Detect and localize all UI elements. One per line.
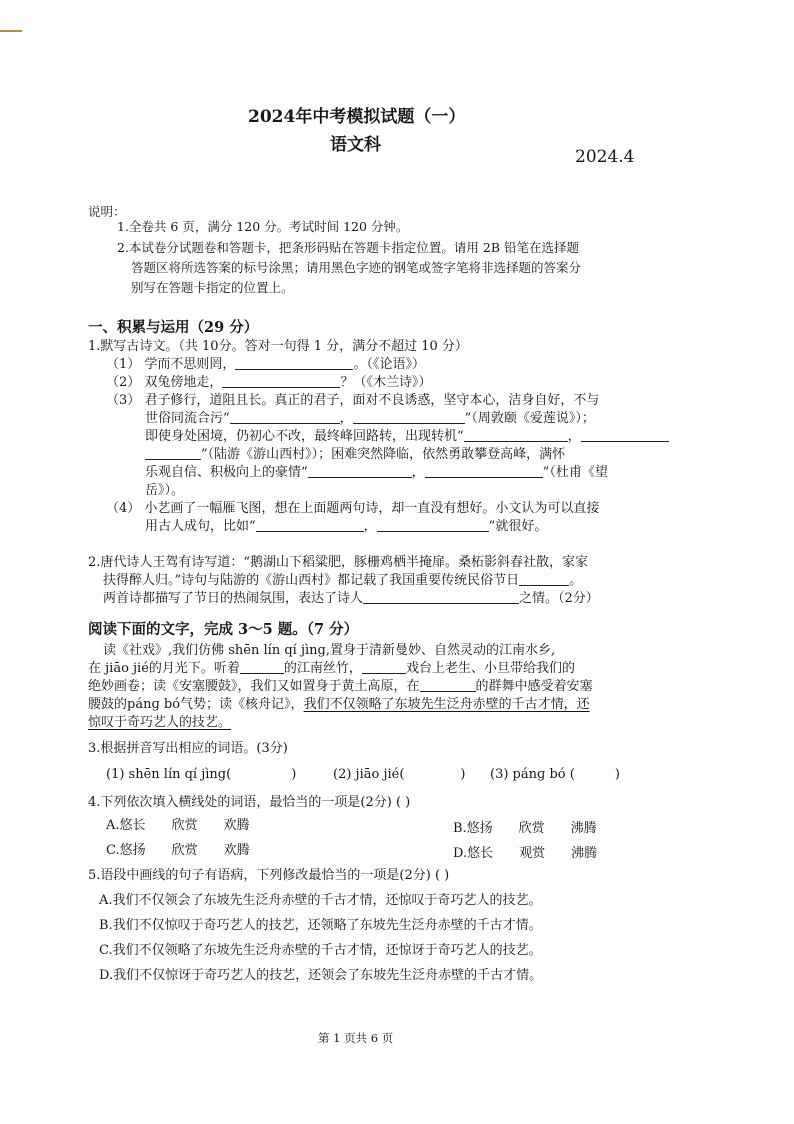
question-1-3-line-1 [106, 389, 599, 408]
question-3-answer-1 [106, 767, 296, 782]
question-3-answer-2 [333, 767, 465, 782]
answer-blank[interactable] [425, 464, 543, 478]
answer-blank[interactable] [464, 428, 568, 442]
bracket: ) [614, 767, 620, 782]
question-2-line-3 [103, 587, 599, 606]
option-a[interactable]: A.悠长 欣赏 欢腾 [106, 818, 250, 833]
note-2-line-1: 2.本试卷分试题卷和答题卡，把条形码贴在答题卡指定位置。请用 2B 铅笔在选择题 [117, 240, 580, 255]
reading-passage-line-3 [88, 675, 593, 694]
question-1-3-line-5 [145, 461, 608, 480]
note-2-line-3: 别写在答题卡指定的位置上。 [131, 280, 294, 295]
option-b[interactable]: B.我们不仅惊叹于奇巧艺人的技艺，还领略了东坡先生泛舟赤壁的千古才情。 [99, 918, 542, 933]
answer-blank[interactable] [230, 410, 340, 424]
bracket: ) [291, 767, 297, 782]
subject-title: 语文科 [330, 135, 381, 155]
answer-blank[interactable] [363, 590, 519, 604]
option-b[interactable]: B.悠扬 欣赏 沸腾 [453, 821, 597, 836]
reading-passage-line-5: 惊叹于奇巧艺人的技艺。 [88, 715, 232, 730]
question-3-answer-3 [490, 767, 620, 782]
bracket: ) [460, 767, 466, 782]
question-text: 世俗同流合污“ [145, 411, 230, 426]
poem-line: 学而不思则罔， [144, 357, 236, 372]
exam-date: 2024.4 [575, 147, 635, 167]
exam-title: 2024年中考模拟试题（一） [248, 107, 466, 127]
option-c[interactable]: C.我们不仅领略了东坡先生泛舟赤壁的千古才情，还惊讶于奇巧艺人的技艺。 [99, 943, 542, 958]
reading-passage-line-2 [88, 657, 575, 676]
question-1-3-line-2 [145, 407, 595, 426]
question-1-stem: 1.默写古诗文。（共 10分。答对一句得 1 分，满分不超过 10 分） [88, 339, 468, 354]
question-1-1 [106, 353, 425, 372]
period: 。 [569, 573, 583, 588]
passage-text: 腰鼓的pánɡ bó气势；读《核舟记》， [88, 697, 304, 712]
comma: ， [567, 429, 581, 444]
pinyin-prompt: (1) shēn lín qí jìng( [106, 767, 232, 782]
question-text: 乐观自信、积极向上的豪情“ [145, 465, 308, 480]
notes-label: 说明： [88, 204, 126, 219]
question-1-2 [106, 371, 431, 390]
poem-source: ”（杜甫《望 [542, 465, 608, 480]
passage-text: 绝妙画卷；读《安塞腰鼓》，我们又如置身于黄土高原，在 [88, 679, 420, 694]
option-c[interactable]: C.悠扬 欣赏 欢腾 [106, 843, 250, 858]
answer-blank[interactable] [420, 678, 476, 692]
answer-blank[interactable] [222, 374, 340, 388]
reading-passage-line-1: 读《社戏》,我们仿佛 shēn lín qí jìng,置身于清新曼妙、自然灵动的江南水乡, [103, 643, 556, 658]
question-text: ”就很好。 [488, 519, 548, 534]
comma: ， [411, 465, 425, 480]
question-3-stem: 3.根据拼音写出相应的词语。(3分) [88, 741, 288, 756]
answer-blank[interactable] [256, 518, 364, 532]
passage-text: 戏台上老生、小旦带给我们的 [405, 661, 575, 676]
comma: ， [339, 411, 353, 426]
passage-text: 在 jiāo jié的月光下。听着 [88, 661, 240, 676]
answer-blank[interactable] [145, 446, 201, 460]
question-5-stem: 5.语段中画线的句子有语病，下列修改最恰当的一项是(2分) ( ) [88, 868, 450, 883]
pinyin-prompt: (3) pánɡ bó ( [490, 767, 575, 782]
question-text: ”（陆游《游山西村》）；困难突然降临，依然勇敢攀登高峰，满怀 [201, 447, 566, 462]
note-2-line-2: 答题区将所选答案的标号涂黑；请用黑色字迹的钢笔或签字笔将非选择题的答案分 [131, 260, 582, 275]
answer-blank[interactable] [240, 660, 284, 674]
underlined-sentence: 我们不仅领略了东坡先生泛舟赤壁的千古才情，还 [303, 697, 590, 712]
option-d[interactable]: D.悠长 观赏 沸腾 [453, 846, 598, 861]
item-number: （2） [106, 375, 141, 390]
question-1-3-line-4 [145, 443, 565, 462]
section-1-heading: 一、积累与运用（29 分） [88, 319, 259, 336]
question-2-line-1: 2.唐代诗人王驾有诗写道：“鹅湖山下稻粱肥，豚栅鸡栖半掩扉。桑柘影斜春社散，家家 [88, 555, 589, 570]
page-number: 第 1 页共 6 页 [318, 1031, 394, 1045]
poem-source: ”（周敦颐《爱莲说》）； [464, 411, 595, 426]
pinyin-prompt: (2) jiāo jié( [333, 767, 405, 782]
option-d[interactable]: D.我们不仅惊讶于奇巧艺人的技艺，还领会了东坡先生泛舟赤壁的千古才情。 [99, 968, 543, 983]
answer-blank[interactable] [519, 572, 569, 586]
question-1-3-line-3 [145, 425, 669, 444]
question-4-stem: 4.下列依次填入横线处的词语，最恰当的一项是(2分) ( ) [88, 795, 411, 810]
answer-blank[interactable] [362, 660, 406, 674]
item-number: （1） [106, 357, 141, 372]
answer-blank[interactable] [353, 410, 465, 424]
question-text: 即使身处困境，仍初心不改，最终峰回路转，出现转机“ [145, 429, 464, 444]
question-text: 用古人成句，比如“ [145, 519, 256, 534]
answer-blank[interactable] [581, 428, 669, 442]
question-text: 之情。（2分） [519, 591, 599, 606]
question-text: 君子修行，道阻且长。真正的君子，面对不良诱惑，坚守本心，洁身自好，不与 [144, 393, 600, 408]
passage-text: 的群舞中感受着安塞 [475, 679, 593, 694]
poem-source: ？（《木兰诗》） [340, 375, 432, 390]
question-1-4-line-1 [106, 497, 599, 516]
reading-passage-line-4 [88, 693, 590, 712]
answer-blank[interactable] [235, 356, 353, 370]
comma: ， [363, 519, 377, 534]
poem-source: 。（《论语》） [353, 357, 425, 372]
option-a[interactable]: A.我们不仅领会了东坡先生泛舟赤壁的千古才情，还惊叹于奇巧艺人的技艺。 [99, 893, 542, 908]
passage-text: 的江南丝竹， [283, 661, 362, 676]
question-1-3-line-6: 岳》）。 [145, 483, 185, 498]
poem-line: 双兔傍地走， [144, 375, 223, 390]
reading-heading: 阅读下面的文字，完成 3～5 题。（7 分） [88, 621, 359, 638]
item-number: （3） [106, 393, 141, 408]
question-text: 两首诗都描写了节日的热闹氛围，表达了诗人 [103, 591, 364, 606]
question-text: 小艺画了一幅雁飞图，想在上面题两句诗，却一直没有想好。小文认为可以直接 [144, 501, 600, 516]
answer-blank[interactable] [377, 518, 489, 532]
question-2-line-2 [103, 569, 582, 588]
question-1-4-line-2 [145, 515, 547, 534]
question-text: 扶得醉人归。”诗句与陆游的《游山西村》都记载了我国重要传统民俗节日 [103, 573, 520, 588]
item-number: （4） [106, 501, 141, 516]
scan-mark [0, 30, 22, 32]
note-1: 1.全卷共 6 页，满分 120 分。考试时间 120 分钟。 [117, 219, 409, 234]
answer-blank[interactable] [308, 464, 412, 478]
